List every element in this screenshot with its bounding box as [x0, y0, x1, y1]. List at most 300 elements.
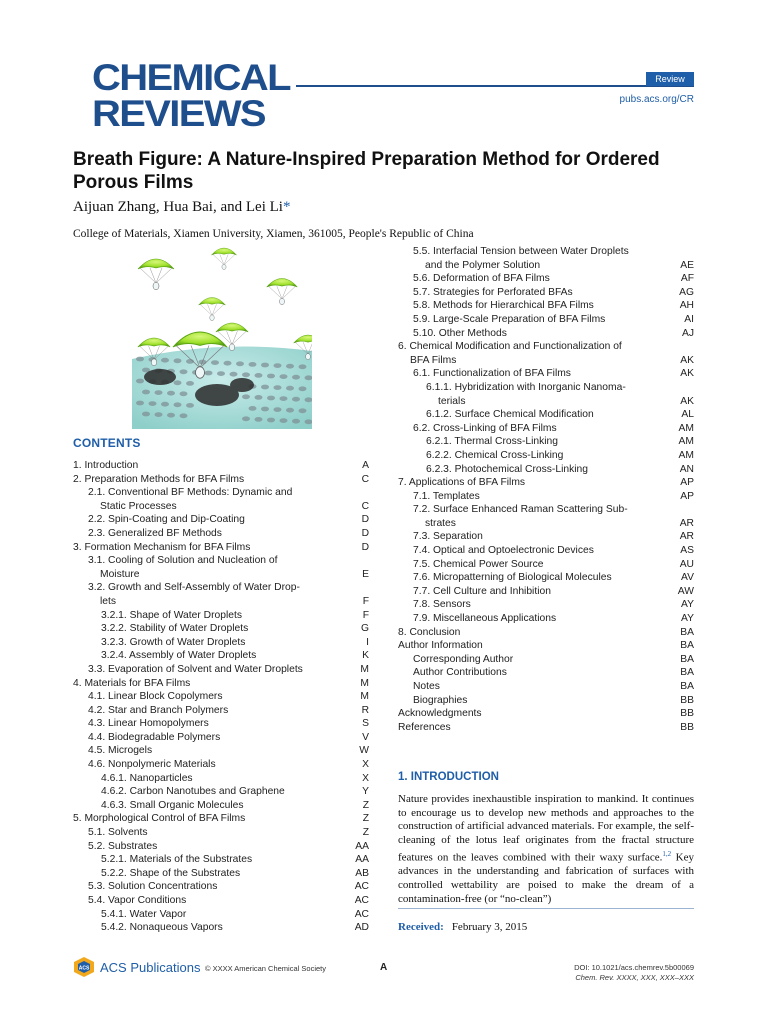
svg-text:ACS: ACS: [78, 965, 90, 972]
film-pore: [249, 362, 257, 367]
toc-entry-label: [413, 612, 672, 626]
film-pore: [161, 358, 169, 363]
toc-entry[interactable]: [398, 558, 694, 572]
film-pore: [136, 357, 144, 362]
film-pore: [286, 386, 294, 391]
toc-entry-page: Z: [362, 799, 369, 811]
toc-entry-title: Author Contributions: [413, 667, 507, 679]
toc-entry-page: BB: [680, 694, 694, 706]
toc-entry-page: M: [360, 663, 369, 675]
toc-entry-page: BB: [680, 708, 694, 720]
toc-entry-label: [73, 812, 347, 826]
toc-entry-title: 1. Introduction: [73, 460, 139, 471]
toc-entry-page: X: [362, 759, 369, 771]
toc-entry[interactable]: [398, 612, 694, 626]
acs-hexagon-icon: [73, 957, 95, 977]
toc-entry-page: G: [360, 623, 369, 635]
toc-entry-title: 7. Applications of BFA Films: [398, 477, 526, 489]
toc-entry-title: 6.2.2. Chemical Cross-Linking: [426, 449, 564, 461]
toc-entry-title: Biographies: [413, 694, 468, 706]
film-pore: [211, 360, 219, 365]
toc-entry-title: 3.2.4. Assembly of Water Droplets: [101, 650, 257, 662]
toc-entry-page: AS: [680, 545, 694, 557]
toc-entry-label: [413, 694, 672, 708]
toc-entry-title: Acknowledgments: [398, 708, 482, 720]
toc-entry-title: Author Information: [398, 640, 483, 652]
film-pore: [286, 364, 294, 369]
toc-entry-title: 7.8. Sensors: [413, 599, 471, 611]
film-pore: [299, 364, 307, 369]
toc-entry-label: [413, 327, 672, 341]
toc-entry-label: [413, 272, 672, 286]
film-pore: [280, 374, 288, 379]
toc-entry-page: I: [366, 636, 369, 648]
toc-entry[interactable]: [398, 680, 694, 694]
toc-entry[interactable]: [73, 799, 369, 813]
toc-entry-label: [73, 541, 347, 555]
toc-entry-label: [88, 486, 347, 513]
toc-entry-title: 3.2. Growth and Self-Assembly of Water Drop-: [88, 582, 300, 594]
toc-entry-title: 4.6.1. Nanoparticles: [101, 772, 193, 784]
toc-entry-title: 2.3. Generalized BF Methods: [88, 527, 222, 539]
toc-entry-title: 6.2.3. Photochemical Cross-Linking: [426, 463, 588, 475]
toc-entry-label: [101, 609, 347, 623]
toc-entry-label: [426, 381, 672, 408]
corresponding-author-mark[interactable]: *: [282, 199, 291, 215]
toc-entry-label: [413, 490, 672, 504]
intro-text-before: Nature provides inexhaustible inspiration to mankind. It continues to encourage us to develop new methods and approaches to the construction of artificial advanced materials. For example, the self-cleaning of the lotus leaf originates from the fractal structure features on the leaves combined with their waxy surface.: [398, 793, 694, 864]
toc-entry-title: 5.4.1. Water Vapor: [101, 908, 187, 920]
toc-entry-page: AY: [681, 613, 694, 625]
toc-entry-page: R: [361, 704, 369, 716]
toc-entry-page: AN: [679, 463, 694, 475]
toc-entry-label: [413, 571, 672, 585]
toc-entry[interactable]: [73, 541, 369, 555]
toc-entry-page: F: [362, 609, 369, 621]
toc-entry-label: [413, 313, 672, 327]
toc-entry[interactable]: [73, 785, 369, 799]
toc-entry-page: M: [360, 691, 369, 703]
toc-entry[interactable]: [73, 731, 369, 745]
toc-entry[interactable]: [73, 690, 369, 704]
film-pore: [267, 374, 275, 379]
toc-entry[interactable]: [398, 449, 694, 463]
toc-entry-title-continued: Moisture: [100, 568, 140, 580]
toc-entry-label: [398, 707, 672, 721]
toc-entry-title: 7.6. Micropatterning of Biological Molecules: [413, 572, 612, 584]
toc-entry-page: W: [359, 745, 369, 757]
film-pore: [174, 380, 182, 385]
toc-entry[interactable]: [73, 812, 369, 826]
acs-publications-logo[interactable]: [73, 957, 200, 977]
film-pore: [230, 372, 238, 377]
introduction-heading: 1. INTRODUCTION: [398, 771, 499, 783]
header-rule: [296, 85, 694, 87]
toc-graphic-image: [132, 247, 312, 429]
toc-entry-label: [101, 867, 347, 881]
toc-entry-label: [101, 622, 347, 636]
toc-entry-page: AM: [678, 422, 694, 434]
toc-entry-title: 5.3. Solution Concentrations: [88, 881, 218, 893]
doi-block: [574, 963, 694, 983]
toc-entry[interactable]: [73, 717, 369, 731]
toc-entry-label: [88, 826, 347, 840]
toc-entry[interactable]: [73, 840, 369, 854]
toc-entry[interactable]: [73, 473, 369, 487]
toc-entry-title: 7.1. Templates: [413, 490, 480, 502]
copyright-notice: © XXXX American Chemical Society: [205, 964, 326, 973]
film-pore: [299, 386, 307, 391]
toc-entry-page: BA: [680, 626, 694, 638]
toc-entry-label: [101, 772, 347, 786]
toc-entry-label: [413, 585, 672, 599]
toc-entry-page: C: [361, 500, 369, 512]
toc-entry-label: [88, 894, 347, 908]
toc-entry-title: 3.2.2. Stability of Water Droplets: [101, 623, 249, 635]
toc-entry-page: V: [362, 731, 369, 743]
toc-entry-label: [413, 530, 672, 544]
toc-entry-label: [101, 799, 347, 813]
toc-entry-page: AG: [679, 286, 694, 298]
toc-entry-label: [88, 527, 347, 541]
toc-entry[interactable]: [398, 571, 694, 585]
toc-entry-page: AU: [679, 558, 694, 570]
film-pore: [267, 396, 275, 401]
toc-entry-page: Y: [362, 786, 369, 798]
toc-left-column: [73, 459, 369, 935]
toc-entry[interactable]: [398, 327, 694, 341]
toc-entry-title: 5.2.2. Shape of the Substrates: [101, 867, 241, 879]
film-pore: [274, 385, 282, 390]
toc-entry-label: [88, 554, 347, 581]
parachute-icon: [267, 279, 298, 305]
toc-entry[interactable]: [398, 313, 694, 327]
toc-entry[interactable]: [398, 272, 694, 286]
toc-entry-page: AH: [679, 300, 694, 312]
film-pore: [236, 361, 244, 366]
film-pore: [180, 369, 188, 374]
doi-link[interactable]: DOI: 10.1021/acs.chemrev.5b00069: [574, 963, 694, 972]
toc-entry-title-continued: strates: [425, 517, 456, 529]
toc-entry-page: A: [362, 460, 369, 471]
film-pore: [255, 417, 263, 422]
toc-entry-title: 7.7. Cell Culture and Inhibition: [413, 585, 551, 597]
toc-entry-page: AA: [355, 854, 369, 866]
toc-entry-title: 5. Morphological Control of BFA Films: [73, 813, 246, 825]
toc-entry-title: 4.4. Biodegradable Polymers: [88, 731, 221, 743]
toc-entry-title: 5.9. Large-Scale Preparation of BFA Films: [413, 313, 606, 325]
film-pore: [261, 385, 269, 390]
toc-entry-label: [88, 513, 347, 527]
toc-entry-title: 6.1. Functionalization of BFA Films: [413, 368, 571, 380]
toc-entry[interactable]: [73, 704, 369, 718]
toc-entry[interactable]: [73, 908, 369, 922]
toc-entry[interactable]: [398, 544, 694, 558]
toc-entry[interactable]: [73, 826, 369, 840]
film-pore: [292, 419, 300, 424]
toc-entry-label: [413, 653, 672, 667]
film-pore: [174, 358, 182, 363]
film-pore: [242, 394, 250, 399]
toc-entry-page: AC: [354, 881, 369, 893]
toc-entry[interactable]: [398, 408, 694, 422]
toc-entry-title: 4.6.2. Carbon Nanotubes and Graphene: [101, 786, 285, 798]
toc-entry-title: 3.3. Evaporation of Solvent and Water Droplets: [88, 663, 303, 675]
toc-entry-page: S: [362, 718, 369, 730]
film-pore: [155, 412, 163, 417]
toc-entry-title: 6.1.1. Hybridization with Inorganic Nanoma-: [426, 381, 626, 393]
toc-entry[interactable]: [398, 653, 694, 667]
toc-entry[interactable]: [398, 422, 694, 436]
toc-entry-label: [88, 758, 347, 772]
toc-entry[interactable]: [398, 299, 694, 313]
toc-entry-page: AK: [680, 368, 694, 380]
toc-entry-page: BA: [680, 640, 694, 652]
toc-entry-title: 2. Preparation Methods for BFA Films: [73, 473, 245, 485]
toc-entry-label: [88, 663, 347, 677]
toc-entry[interactable]: [398, 367, 694, 381]
toc-entry[interactable]: [73, 677, 369, 691]
toc-entry-label: [88, 731, 347, 745]
toc-entry-label: [426, 435, 672, 449]
toc-entry-page: E: [362, 568, 369, 580]
toc-entry-label: [73, 677, 347, 691]
publisher-name: ACS Publications: [100, 959, 201, 975]
toc-entry[interactable]: [73, 609, 369, 623]
toc-entry-label: [101, 921, 347, 935]
toc-entry-title: 5.4.2. Nonaqueous Vapors: [101, 922, 223, 934]
toc-entry[interactable]: [398, 666, 694, 680]
toc-entry-label: [426, 408, 672, 422]
toc-entry-page: AB: [355, 867, 369, 879]
toc-entry[interactable]: [398, 245, 694, 272]
toc-entry-label: [88, 690, 347, 704]
toc-entry[interactable]: [73, 649, 369, 663]
toc-entry-title: 4.3. Linear Homopolymers: [88, 718, 209, 730]
toc-entry[interactable]: [398, 490, 694, 504]
received-line: [398, 921, 527, 933]
toc-entry-page: AE: [680, 259, 694, 271]
film-pore: [205, 371, 213, 376]
toc-entry-title: 5.6. Deformation of BFA Films: [413, 273, 550, 285]
toc-entry[interactable]: [398, 381, 694, 408]
toc-entry-title-continued: Static Processes: [100, 500, 177, 512]
toc-entry-page: AW: [677, 585, 694, 597]
toc-entry[interactable]: [398, 463, 694, 477]
parachute-icon: [199, 298, 226, 321]
film-pore: [180, 413, 188, 418]
toc-entry-label: [426, 449, 672, 463]
toc-entry[interactable]: [73, 636, 369, 650]
toc-entry[interactable]: [398, 694, 694, 708]
toc-entry-title: 3.1. Cooling of Solution and Nucleation of: [88, 555, 278, 567]
film-pore: [261, 407, 269, 412]
toc-entry-label: [73, 473, 347, 487]
toc-entry-label: [398, 340, 672, 367]
toc-entry-title: 6.2. Cross-Linking of BFA Films: [413, 422, 557, 434]
toc-entry[interactable]: [73, 486, 369, 513]
toc-entry-label: [413, 367, 672, 381]
reference-citation[interactable]: 1,2: [662, 849, 672, 858]
toc-entry[interactable]: [73, 921, 369, 935]
toc-entry-page: AA: [355, 840, 369, 852]
film-pore: [224, 361, 232, 366]
toc-entry[interactable]: [73, 758, 369, 772]
toc-entry-title: 3.2.3. Growth of Water Droplets: [101, 636, 246, 648]
toc-entry[interactable]: [73, 853, 369, 867]
toc-entry[interactable]: [73, 581, 369, 608]
toc-entry-label: [413, 422, 672, 436]
toc-entry-title: Corresponding Author: [413, 653, 514, 665]
toc-entry[interactable]: [73, 459, 369, 473]
toc-entry-page: AP: [680, 490, 694, 502]
toc-entry-title: 4.5. Microgels: [88, 745, 153, 757]
received-date: February 3, 2015: [451, 921, 528, 933]
toc-entry[interactable]: [398, 626, 694, 640]
toc-entry-page: F: [362, 595, 369, 607]
toc-entry-title: 6. Chemical Modification and Functionalization of: [398, 341, 622, 353]
toc-entry[interactable]: [398, 598, 694, 612]
toc-entry-title: 5.2. Substrates: [88, 840, 158, 852]
film-pore: [136, 401, 144, 406]
author-affiliation: College of Materials, Xiamen University, Xiamen, 361005, People's Republic of China: [73, 228, 474, 240]
toc-entry-page: AP: [680, 477, 694, 489]
film-pore: [249, 406, 257, 411]
article-title: Breath Figure: A Nature-Inspired Preparation Method for Ordered Porous Films: [73, 149, 660, 193]
toc-entry[interactable]: [398, 707, 694, 721]
toc-entry-title-continued: and the Polymer Solution: [425, 259, 541, 271]
film-pore: [186, 381, 194, 386]
received-label: Received:: [398, 921, 444, 933]
toc-entry-title: 2.1. Conventional BF Methods: Dynamic and: [88, 487, 293, 499]
film-pore: [255, 373, 263, 378]
toc-entry-title: 6.1.2. Surface Chemical Modification: [426, 409, 594, 421]
toc-entry[interactable]: [73, 663, 369, 677]
toc-entry[interactable]: [398, 340, 694, 367]
journal-logo-line1: CHEMICAL: [92, 57, 290, 98]
toc-entry-label: [398, 721, 672, 735]
toc-entry-label: [101, 636, 347, 650]
toc-entry-title: 7.2. Surface Enhanced Raman Scattering Sub-: [413, 504, 628, 516]
film-pore: [136, 379, 144, 384]
toc-entry[interactable]: [73, 772, 369, 786]
toc-entry[interactable]: [398, 476, 694, 490]
toc-entry-label: [413, 544, 672, 558]
film-pore: [155, 390, 163, 395]
film-pore: [180, 391, 188, 396]
film-pore: [167, 391, 175, 396]
toc-entry-title: 5.2.1. Materials of the Substrates: [101, 854, 253, 866]
toc-entry-page: X: [362, 772, 369, 784]
film-pore: [242, 372, 250, 377]
toc-entry-title: 5.10. Other Methods: [413, 327, 507, 339]
toc-entry[interactable]: [73, 622, 369, 636]
toc-entry[interactable]: [73, 744, 369, 758]
contents-heading: CONTENTS: [73, 436, 141, 450]
film-pore: [255, 395, 263, 400]
toc-entry-title: 6.2.1. Thermal Cross-Linking: [426, 436, 559, 448]
toc-entry-page: AD: [354, 922, 369, 934]
toc-entry[interactable]: [398, 585, 694, 599]
toc-entry-page: AR: [679, 531, 694, 543]
toc-entry[interactable]: [398, 639, 694, 653]
toc-entry-title: 5.7. Strategies for Perforated BFAs: [413, 286, 573, 298]
toc-entry-label: [413, 558, 672, 572]
toc-entry-title: 3. Formation Mechanism for BFA Films: [73, 541, 251, 553]
toc-entry-title: 4.1. Linear Block Copolymers: [88, 691, 223, 703]
author-list: [73, 199, 290, 216]
journal-logo: [92, 57, 290, 134]
toc-entry-page: AM: [678, 436, 694, 448]
toc-entry-page: AC: [354, 895, 369, 906]
toc-entry-label: [88, 581, 347, 608]
toc-entry-title: References: [398, 721, 451, 733]
toc-entry[interactable]: [398, 286, 694, 300]
toc-entry-label: [413, 666, 672, 680]
toc-entry[interactable]: [398, 503, 694, 530]
toc-entry[interactable]: [398, 435, 694, 449]
film-pore: [261, 363, 269, 368]
toc-entry-title-continued: terials: [438, 395, 466, 407]
film-pore: [292, 397, 300, 402]
journal-logo-line2: REVIEWS: [92, 93, 265, 134]
toc-entry-page: BA: [680, 667, 694, 679]
toc-entry[interactable]: [73, 527, 369, 541]
toc-entry[interactable]: [398, 721, 694, 735]
toc-entry[interactable]: [73, 894, 369, 908]
toc-entry-label: [88, 717, 347, 731]
toc-entry[interactable]: [73, 867, 369, 881]
toc-entry-title: 5.1. Solvents: [88, 827, 148, 839]
toc-entry-label: [88, 704, 347, 718]
toc-entry-title: 4.2. Star and Branch Polymers: [88, 704, 229, 716]
toc-entry-label: [101, 908, 347, 922]
toc-entry-page: AK: [680, 395, 694, 407]
journal-url-link[interactable]: pubs.acs.org/CR: [619, 94, 694, 105]
toc-entry-page: D: [361, 527, 369, 539]
toc-entry-label: [413, 598, 672, 612]
toc-entry-title: 7.3. Separation: [413, 531, 483, 543]
toc-entry-label: [73, 459, 347, 473]
film-pore: [167, 413, 175, 418]
toc-entry-page: AR: [679, 517, 694, 529]
film-pore: [280, 396, 288, 401]
received-divider: [398, 908, 694, 909]
author-names: Aijuan Zhang, Hua Bai, and Lei Li: [73, 199, 283, 215]
film-pore: [174, 402, 182, 407]
toc-entry[interactable]: [73, 880, 369, 894]
toc-entry[interactable]: [398, 530, 694, 544]
toc-entry-title: 5.5. Interfacial Tension between Water Droplets: [413, 246, 629, 257]
toc-entry-label: [398, 626, 672, 640]
toc-entry-label: [413, 286, 672, 300]
page-number: A: [380, 962, 388, 973]
toc-entry-title-continued: BFA Films: [410, 354, 457, 366]
toc-entry-label: [413, 299, 672, 313]
toc-entry-label: [101, 785, 347, 799]
toc-entry[interactable]: [73, 554, 369, 581]
film-pore: [142, 390, 150, 395]
toc-entry-title: 8. Conclusion: [398, 626, 461, 638]
toc-entry[interactable]: [73, 513, 369, 527]
article-type-badge: Review: [646, 72, 694, 86]
film-pore: [267, 418, 275, 423]
toc-entry-page: BA: [680, 653, 694, 665]
toc-right-column: [398, 245, 694, 734]
toc-entry-page: M: [360, 677, 369, 689]
toc-entry-title: 4. Materials for BFA Films: [73, 677, 191, 689]
toc-entry-page: D: [361, 514, 369, 526]
